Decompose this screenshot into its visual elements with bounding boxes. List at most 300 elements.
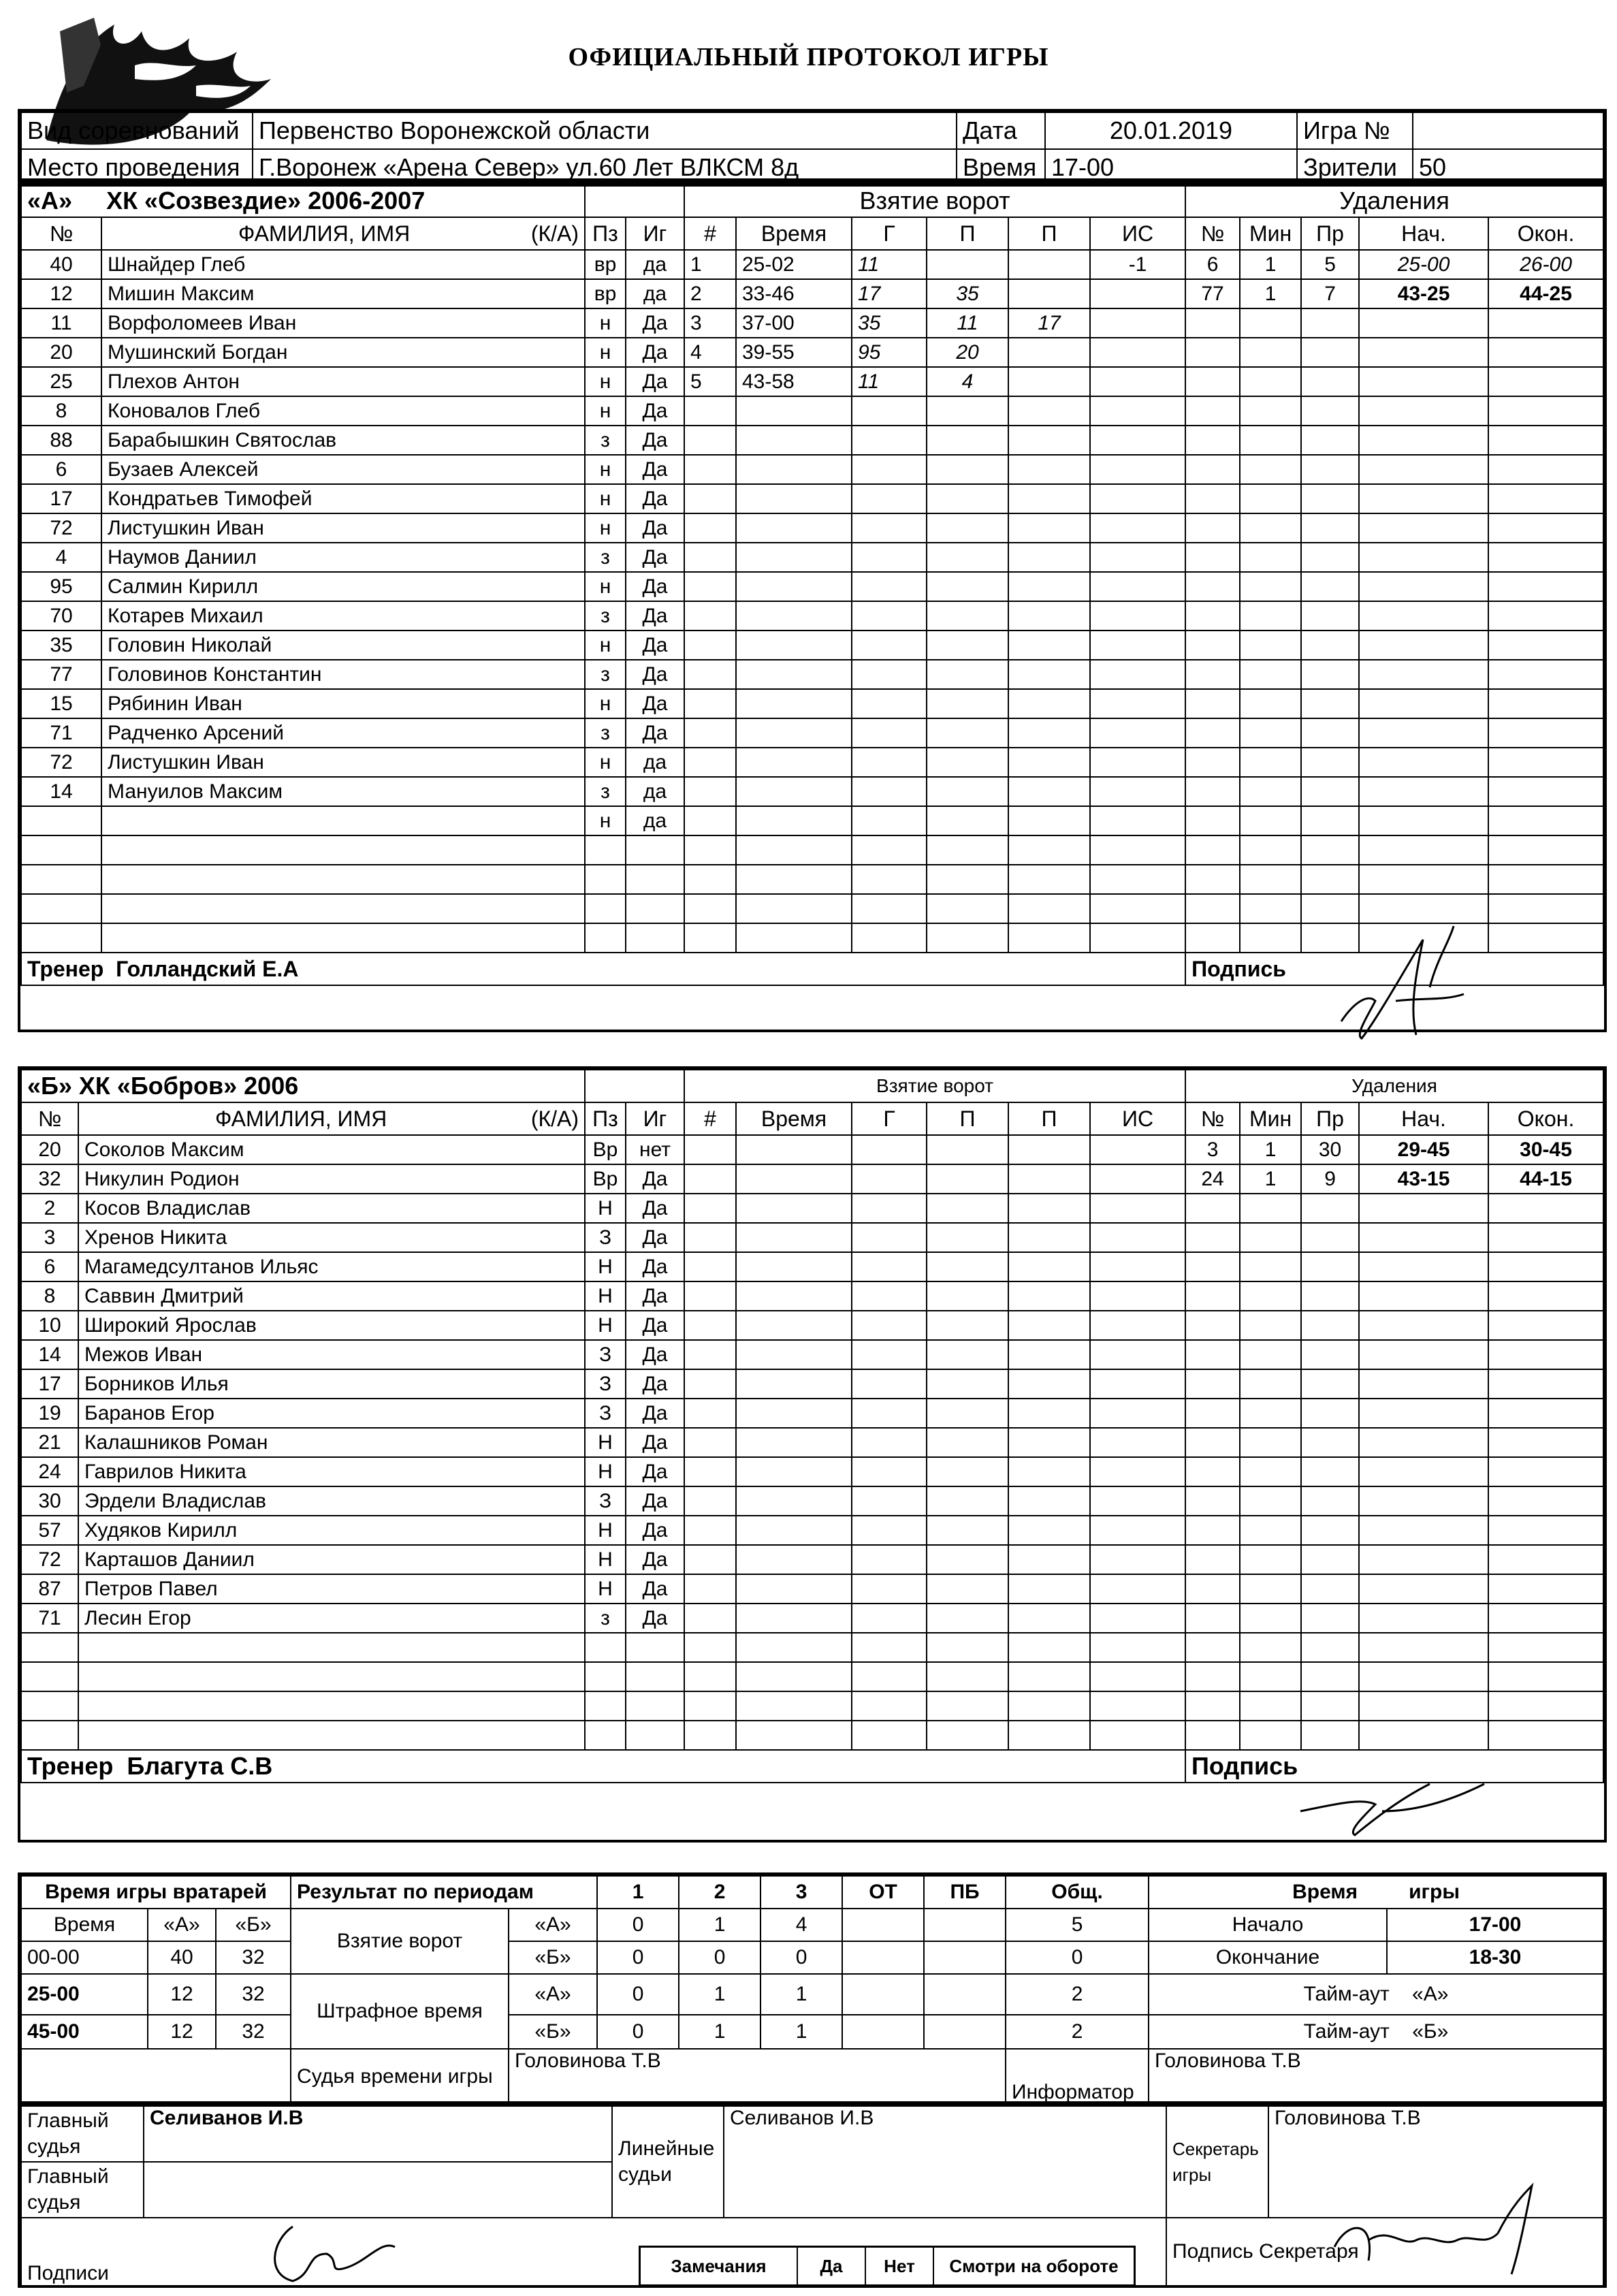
team-b-penalty-number [1185,1281,1240,1311]
team-a-penalty-code [1301,426,1359,455]
team-a-player-number: 8 [21,396,101,426]
team-a-player-position: з [585,543,626,572]
team-b-goal-number [684,1252,736,1281]
team-b-player-played: Да [626,1516,684,1545]
team-a-player-position: вр [585,250,626,279]
team-b-penalty-end [1488,1486,1603,1516]
team-b-goal-time [736,1135,852,1164]
team-b-goal-strength [1090,1604,1185,1633]
team-b-goal-assist-2 [1008,1662,1090,1691]
team-a-goal-time [736,513,852,543]
period-2-header: 2 [679,1876,761,1909]
team-b-player-played [626,1662,684,1691]
goals-a-p1: 0 [597,1909,679,1941]
team-b-penalty-start [1359,1633,1488,1662]
team-a-penalty-number: 77 [1185,279,1240,308]
team-a-player-position: н [585,572,626,601]
team-b-penalty-number [1185,1369,1240,1399]
total-header: Общ. [1006,1876,1149,1909]
team-b-section [18,1066,1607,1843]
team-a-player-name: Плехов Антон [101,367,585,396]
gk-row-time: 45-00 [21,2015,148,2049]
secretary-label: Секретарь игры [1166,2106,1268,2218]
team-b-player-played [626,1721,684,1750]
team-b-player-played: Да [626,1428,684,1457]
team-a-goal-number: 2 [684,279,736,308]
team-a-goal-assist-1 [927,484,1008,513]
team-a-goal-strength [1090,689,1185,718]
team-b-player-number [21,1662,78,1691]
team-b-goal-assist-2 [1008,1281,1090,1311]
team-a-player-played: Да [626,513,684,543]
team-a-goal-strength [1090,631,1185,660]
team-b-goal-number [684,1311,736,1340]
goals-b-so [924,1941,1006,1974]
team-b-player-name: Баранов Егор [78,1399,585,1428]
goalie-time-title: Время игры вратарей [21,1876,291,1909]
team-b-goal-time [736,1399,852,1428]
player-row [21,1135,1603,1164]
team-a-player-name: Листушкин Иван [101,748,585,777]
team-b-goal-assist-1 [927,1545,1008,1574]
team-a-player-number: 71 [21,718,101,748]
header-section [18,109,1607,181]
team-b-goal-assist-1 [927,1252,1008,1281]
venue-value: Г.Воронеж «Арена Север» ул.60 Лет ВЛКСМ 8д [253,149,957,186]
team-b-player-number: 8 [21,1281,78,1311]
team-a-goal-assist-1 [927,513,1008,543]
pim-b-so [924,2015,1006,2049]
team-a-player-name: Ворфоломеев Иван [101,308,585,338]
team-b-player-number: 87 [21,1574,78,1604]
player-row [21,777,1603,806]
team-b-goal-time [736,1164,852,1194]
timeout-label: Тайм-аут [1303,2020,1390,2043]
team-b-penalty-minutes [1240,1486,1301,1516]
team-b-signature [1294,1770,1498,1845]
player-row [21,718,1603,748]
team-a-goal-time [736,426,852,455]
team-a-goal-strength [1090,894,1185,923]
team-a-penalty-end [1488,689,1603,718]
team-b-goal-scorer [852,1135,927,1164]
team-a-name: ХК «Созвездие» 2006-2007 [106,187,426,214]
team-a-goal-assist-1 [927,748,1008,777]
team-b-goal-time [736,1545,852,1574]
referee-value: Селиванов И.В [144,2106,612,2162]
team-a-player-position: н [585,631,626,660]
team-b-col-penalty-number: № [1185,1102,1240,1135]
team-b-title: «Б» ХК «Бобров» 2006 [21,1070,585,1102]
team-a-goal-scorer [852,660,927,689]
team-b-goal-assist-2 [1008,1457,1090,1486]
team-b-penalty-minutes [1240,1194,1301,1223]
team-a-penalty-end [1488,572,1603,601]
team-a-player-played: Да [626,367,684,396]
team-b-player-position: Н [585,1516,626,1545]
team-a-penalty-start [1359,572,1488,601]
team-b-player-position: З [585,1369,626,1399]
secretary-signature [1328,2179,1552,2281]
team-b-goal-scorer [852,1428,927,1457]
team-a-goal-scorer: 35 [852,308,927,338]
team-a-penalty-minutes [1240,426,1301,455]
team-a-penalty-end [1488,484,1603,513]
team-a-player-name: Шнайдер Глеб [101,250,585,279]
team-a-goal-number [684,484,736,513]
team-b-penalty-end [1488,1194,1603,1223]
team-a-penalty-number: 6 [1185,250,1240,279]
informer-value: Головинова Т.В [1149,2049,1603,2105]
team-b-player-position: З [585,1223,626,1252]
pim-a-total: 2 [1006,1974,1149,2015]
team-a-player-name: Мишин Максим [101,279,585,308]
team-a-goal-time [736,660,852,689]
team-a-player-number: 20 [21,338,101,367]
team-a-player-position: н [585,806,626,835]
team-b-penalty-number [1185,1662,1240,1691]
team-b-penalty-start [1359,1662,1488,1691]
team-a-penalty-start [1359,806,1488,835]
team-b-player-position: Н [585,1545,626,1574]
gk-col-b: «Б» [216,1909,291,1941]
team-a-penalty-code [1301,572,1359,601]
team-b-penalty-start [1359,1223,1488,1252]
team-a-player-number: 14 [21,777,101,806]
player-row [21,1545,1603,1574]
pim-a-ot [842,1974,924,2015]
team-a-penalty-start [1359,513,1488,543]
team-a-goal-number [684,835,736,865]
pim-a-p3: 1 [761,1974,842,2015]
goals-a-p2: 1 [679,1909,761,1941]
informer-label: Информатор [1006,2049,1149,2105]
team-b-goal-strength [1090,1252,1185,1281]
team-b-player-name: Борников Илья [78,1369,585,1399]
team-a-penalty-start [1359,631,1488,660]
team-b-player-number: 30 [21,1486,78,1516]
team-a-goal-assist-2 [1008,543,1090,572]
team-a-goal-number [684,513,736,543]
team-a-penalty-end [1488,601,1603,631]
team-b-col-played: Иг [626,1102,684,1135]
team-a-goal-assist-1 [927,718,1008,748]
team-a-penalty-code [1301,748,1359,777]
team-b-penalty-code [1301,1281,1359,1311]
team-a-player-name: Рябинин Иван [101,689,585,718]
team-a-penalty-start [1359,484,1488,513]
team-a-goal-scorer: 17 [852,279,927,308]
team-b-goal-assist-1 [927,1721,1008,1750]
team-b-penalty-end [1488,1428,1603,1457]
team-a-player-name [101,806,585,835]
team-a-goal-strength [1090,308,1185,338]
spectators-value: 50 [1413,149,1603,186]
team-a-goal-scorer: 11 [852,250,927,279]
team-b-goal-assist-2 [1008,1164,1090,1194]
team-b-player-number: 19 [21,1399,78,1428]
team-a-player-played: Да [626,338,684,367]
timekeeper-label: Судья времени игры [291,2049,509,2105]
team-b-goal-time [736,1311,852,1340]
team-b-goal-assist-2 [1008,1486,1090,1516]
team-a-penalties-title: Удаления [1185,185,1603,217]
gk-row-b: 32 [216,1974,291,2015]
team-a-goal-assist-1 [927,631,1008,660]
team-a-signature [1328,919,1477,1049]
team-a-penalty-minutes [1240,660,1301,689]
team-b-penalty-number [1185,1721,1240,1750]
team-b-penalty-code [1301,1545,1359,1574]
gk-row-time: 00-00 [21,1941,148,1974]
remarks-yes[interactable]: Да [797,2248,865,2284]
team-b-col-penalty-minutes: Мин [1240,1102,1301,1135]
team-b-goal-time [736,1340,852,1369]
team-b-penalty-number [1185,1574,1240,1604]
team-b-penalty-start: 43-15 [1359,1164,1488,1194]
team-a-goal-strength [1090,572,1185,601]
player-row [21,806,1603,835]
team-a-player-position [585,835,626,865]
goals-label: Взятие ворот [291,1909,509,1974]
gk-row-a: 12 [148,1974,216,2015]
team-b-player-position: Вр [585,1164,626,1194]
team-a-penalty-code: 5 [1301,250,1359,279]
team-b-penalty-start [1359,1545,1488,1574]
team-a-goal-time [736,396,852,426]
team-a-goal-scorer [852,513,927,543]
team-b-penalty-end [1488,1604,1603,1633]
team-a-goal-number: 3 [684,308,736,338]
team-a-penalty-minutes [1240,338,1301,367]
team-b-goal-strength [1090,1633,1185,1662]
team-a-player-name: Головин Николай [101,631,585,660]
team-b-goal-number [684,1662,736,1691]
team-b-player-name: Никулин Родион [78,1164,585,1194]
team-a-goal-time [736,572,852,601]
team-a-goal-strength [1090,777,1185,806]
team-b-player-number: 57 [21,1516,78,1545]
team-b-penalty-minutes [1240,1691,1301,1721]
team-b-player-position [585,1691,626,1721]
team-b-penalty-start [1359,1457,1488,1486]
team-b-player-number: 14 [21,1340,78,1369]
team-a-penalty-minutes [1240,806,1301,835]
team-b-player-name: Межов Иван [78,1340,585,1369]
team-a-player-played: Да [626,396,684,426]
competition-label: Вид соревнований [21,112,253,149]
team-b-penalty-minutes [1240,1252,1301,1281]
team-a-penalty-number [1185,718,1240,748]
team-a-goal-assist-1 [927,865,1008,894]
team-b-penalty-end: 44-15 [1488,1164,1603,1194]
team-b-goals-title: Взятие ворот [684,1070,1185,1102]
team-b-penalty-start: 29-45 [1359,1135,1488,1164]
team-a-player-number: 72 [21,513,101,543]
team-a-penalty-number [1185,396,1240,426]
team-b-penalty-minutes [1240,1545,1301,1574]
player-row [21,1604,1603,1633]
team-a-player-position: з [585,660,626,689]
team-b-goal-number [684,1691,736,1721]
team-a-goal-time [736,777,852,806]
team-a-penalty-end [1488,631,1603,660]
team-a-col-penalty-number: № [1185,217,1240,250]
team-a-player-played: да [626,279,684,308]
team-b-penalty-minutes [1240,1604,1301,1633]
team-a-goal-strength [1090,338,1185,367]
team-a-goal-number [684,894,736,923]
team-b-player-name: Гаврилов Никита [78,1457,585,1486]
team-b-goal-strength [1090,1369,1185,1399]
player-row [21,660,1603,689]
team-b-goal-assist-1 [927,1399,1008,1428]
player-row [21,1662,1603,1691]
team-b-penalty-start [1359,1252,1488,1281]
team-a-penalty-number [1185,748,1240,777]
team-a-penalty-minutes [1240,894,1301,923]
team-b-goal-scorer [852,1340,927,1369]
team-a-goal-number [684,923,736,953]
pim-b-total: 2 [1006,2015,1149,2049]
team-a-goal-scorer [852,455,927,484]
team-a-goal-assist-2 [1008,777,1090,806]
team-a-penalty-minutes: 1 [1240,279,1301,308]
team-b-goal-scorer [852,1369,927,1399]
team-b-penalty-number [1185,1194,1240,1223]
team-a-player-number: 25 [21,367,101,396]
team-a-goal-scorer: 11 [852,367,927,396]
team-b-goal-assist-1 [927,1691,1008,1721]
team-a-player-number: 11 [21,308,101,338]
team-a-player-number: 70 [21,601,101,631]
team-b-penalty-end [1488,1369,1603,1399]
gk-row-b: 32 [216,1941,291,1974]
pim-b-p1: 0 [597,2015,679,2049]
team-a-col-goal-number: # [684,217,736,250]
period-1-header: 1 [597,1876,679,1909]
team-a-goal-number [684,601,736,631]
team-b-goal-time [736,1194,852,1223]
team-a-goal-strength [1090,923,1185,953]
team-a-goal-time [736,865,852,894]
team-b-goal-assist-1 [927,1311,1008,1340]
team-a-goal-assist-2 [1008,806,1090,835]
pim-b-p2: 1 [679,2015,761,2049]
team-a-player-position: н [585,455,626,484]
team-a-goal-assist-1 [927,660,1008,689]
team-a-penalty-number [1185,513,1240,543]
player-row [21,396,1603,426]
team-a-player-position: н [585,367,626,396]
gk-col-time: Время [21,1909,148,1941]
team-a-goal-strength [1090,835,1185,865]
team-a-section [18,181,1607,1032]
team-a-goal-number [684,748,736,777]
team-a-player-name: Головинов Константин [101,660,585,689]
team-a-col-penalty-minutes: Мин [1240,217,1301,250]
team-b-penalty-minutes [1240,1340,1301,1369]
team-b-penalty-number [1185,1691,1240,1721]
team-b-penalty-start [1359,1721,1488,1750]
team-b-goal-assist-1 [927,1662,1008,1691]
linesmen-value: Селиванов И.В [724,2106,1166,2218]
team-b-goal-assist-2 [1008,1721,1090,1750]
team-a-goal-number [684,543,736,572]
team-a-col-goal-scorer: Г [852,217,927,250]
team-a-goal-assist-2 [1008,455,1090,484]
team-b-goal-scorer [852,1516,927,1545]
time-label: Время [957,149,1045,186]
goals-b-total: 0 [1006,1941,1149,1974]
team-a-penalty-minutes [1240,308,1301,338]
team-a-penalty-code [1301,835,1359,865]
team-b-player-played: Да [626,1486,684,1516]
team-b-penalty-number: 24 [1185,1164,1240,1194]
team-a-letter: «А» [27,187,73,214]
team-b-player-number [21,1691,78,1721]
team-b-penalty-end [1488,1223,1603,1252]
team-a-goal-time [736,894,852,923]
team-a-player-played: да [626,748,684,777]
team-a-penalty-start: 43-25 [1359,279,1488,308]
team-a-penalty-minutes [1240,543,1301,572]
team-a-penalty-code [1301,806,1359,835]
team-b-penalty-minutes [1240,1281,1301,1311]
team-a-penalty-number [1185,894,1240,923]
team-b-player-played: нет [626,1135,684,1164]
team-a-penalty-start [1359,865,1488,894]
team-b-goal-strength [1090,1311,1185,1340]
team-a-goal-assist-2 [1008,484,1090,513]
team-b-goal-number [684,1194,736,1223]
team-b-penalty-number [1185,1399,1240,1428]
team-a-goal-strength [1090,660,1185,689]
team-a-penalty-code [1301,631,1359,660]
team-a-penalty-code: 7 [1301,279,1359,308]
player-row [21,1691,1603,1721]
team-b-goal-scorer [852,1662,927,1691]
team-a-goal-assist-2 [1008,631,1090,660]
team-b-goal-number [684,1135,736,1164]
team-a-player-played: Да [626,543,684,572]
team-a-goal-assist-2 [1008,894,1090,923]
team-b-goal-assist-2 [1008,1340,1090,1369]
team-b-penalty-code: 9 [1301,1164,1359,1194]
team-b-penalty-number [1185,1604,1240,1633]
gk-col-a: «А» [148,1909,216,1941]
remarks-no[interactable]: Нет [865,2248,933,2284]
team-a-penalty-code [1301,660,1359,689]
team-b-player-name [78,1662,585,1691]
team-a-col-ka: (К/А) [530,221,579,246]
timekeeper-value: Головинова Т.В [509,2049,1006,2105]
team-a-player-played: да [626,806,684,835]
team-b-penalty-code [1301,1633,1359,1662]
player-row [21,835,1603,865]
remarks-see-back: Смотри на обороте [933,2248,1134,2284]
team-a-goal-number: 5 [684,367,736,396]
team-a-penalty-start [1359,601,1488,631]
team-a-goal-assist-2 [1008,338,1090,367]
team-b-penalty-start [1359,1311,1488,1340]
team-b-goal-scorer [852,1281,927,1311]
team-b-player-played: Да [626,1369,684,1399]
referee-label: Главный судья [21,2106,144,2162]
team-b-player-position: Н [585,1281,626,1311]
team-b-player-number [21,1721,78,1750]
end-label: Окончание [1149,1941,1387,1974]
